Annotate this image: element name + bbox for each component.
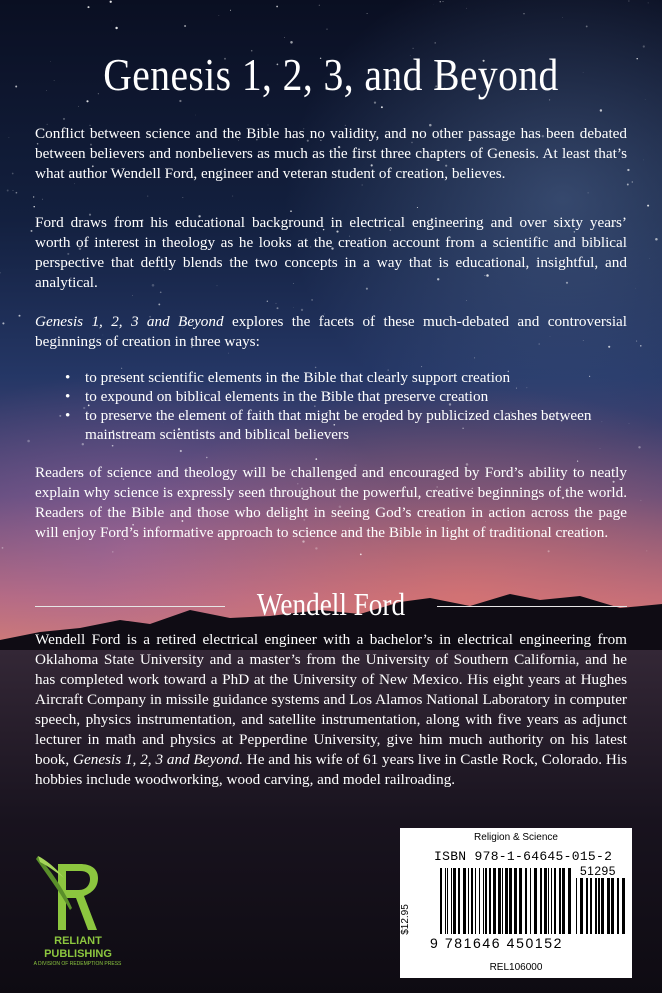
isbn-text: ISBN 978-1-64645-015-2	[434, 849, 613, 864]
barcode-label	[400, 828, 632, 978]
publisher-subtitle: A DIVISION OF REDEMPTION PRESS	[33, 961, 122, 967]
bisac-code: REL106000	[489, 962, 543, 973]
author-bio: Wendell Ford is a retired electrical engineer with a bachelor’s in electrical engineering from Oklahoma State University and a master’s from the University of Southern California, and he has completed work toward a PhD at the University of New Mexico. His eight years at Hughes Aircraft Company in missile guidance systems and Los Alamos National Laboratory in computer speech, physics instrumentation, and satellite instrumentation, along with five years as adjunct lecturer in math and physics at Pepperdine University, give him much authority on his latest book, Genesis 1, 2, 3 and Beyond. He and his wife of 61 years live in Castle Rock, Colorado. His hobbies include woodworking, wood carving, and model railroading.	[35, 631, 628, 788]
book-title: Genesis 1, 2, 3, and Beyond	[103, 49, 559, 100]
description-paragraph-1: Conflict between science and the Bible has no validity, and no other passage has been debated between believers and nonbelievers as much as the first three chapters of Genesis. At least that’s what author Wendell Ford, engineer and veteran student of creation, believes.	[35, 125, 627, 182]
price-label: $12.95	[399, 904, 411, 935]
list-item: • to present scientific elements in the Bible that clearly support creation	[65, 369, 511, 386]
divider-right	[437, 606, 627, 607]
description-paragraph-2: Ford draws from his educational background in electrical engineering and over sixty years’ worth of interest in theology as he looks at the creation account from a scientific and biblical perspective that deftly blends the two concepts in a way that is educational, insightful, and analytical.	[35, 214, 627, 291]
description-paragraph-3	[35, 312, 627, 352]
author-heading	[35, 586, 627, 626]
paragraph-3-text: explores the facets of these much-debated and controversial beginnings of creation in three ways:	[35, 313, 627, 350]
description-paragraph-4: Readers of science and theology will be challenged and encouraged by Ford’s ability to neatly explain why science is expressly seen throughout the powerful, creative beginnings of the world. Readers of the Bible and those who delight in seeing God’s creation in action across the page will enjoy Ford’s informative approach to science and the Bible in light of traditional creation.	[35, 464, 627, 541]
book-title-italic: Genesis 1, 2, 3 and Beyond	[35, 313, 224, 330]
list-item: • to expound on biblical elements in the Bible that preserve creation	[65, 388, 489, 405]
barcode-digits: 9 781646 450152	[430, 935, 563, 951]
barcode-icon	[440, 868, 574, 934]
category-label: Religion & Science	[474, 832, 558, 843]
publisher-name: RELIANT PUBLISHING	[44, 935, 112, 960]
author-name: Wendell Ford	[256, 586, 406, 622]
book-title-italic: Genesis 1, 2, 3 and Beyond.	[73, 751, 243, 768]
addon-digits: 51295	[580, 864, 616, 878]
addon-barcode-icon	[576, 878, 626, 934]
list-item: • to preserve the element of faith that might be eroded by publicized clashes between mainstream scientists and biblical believers	[65, 407, 592, 443]
bullet-list	[35, 368, 627, 444]
